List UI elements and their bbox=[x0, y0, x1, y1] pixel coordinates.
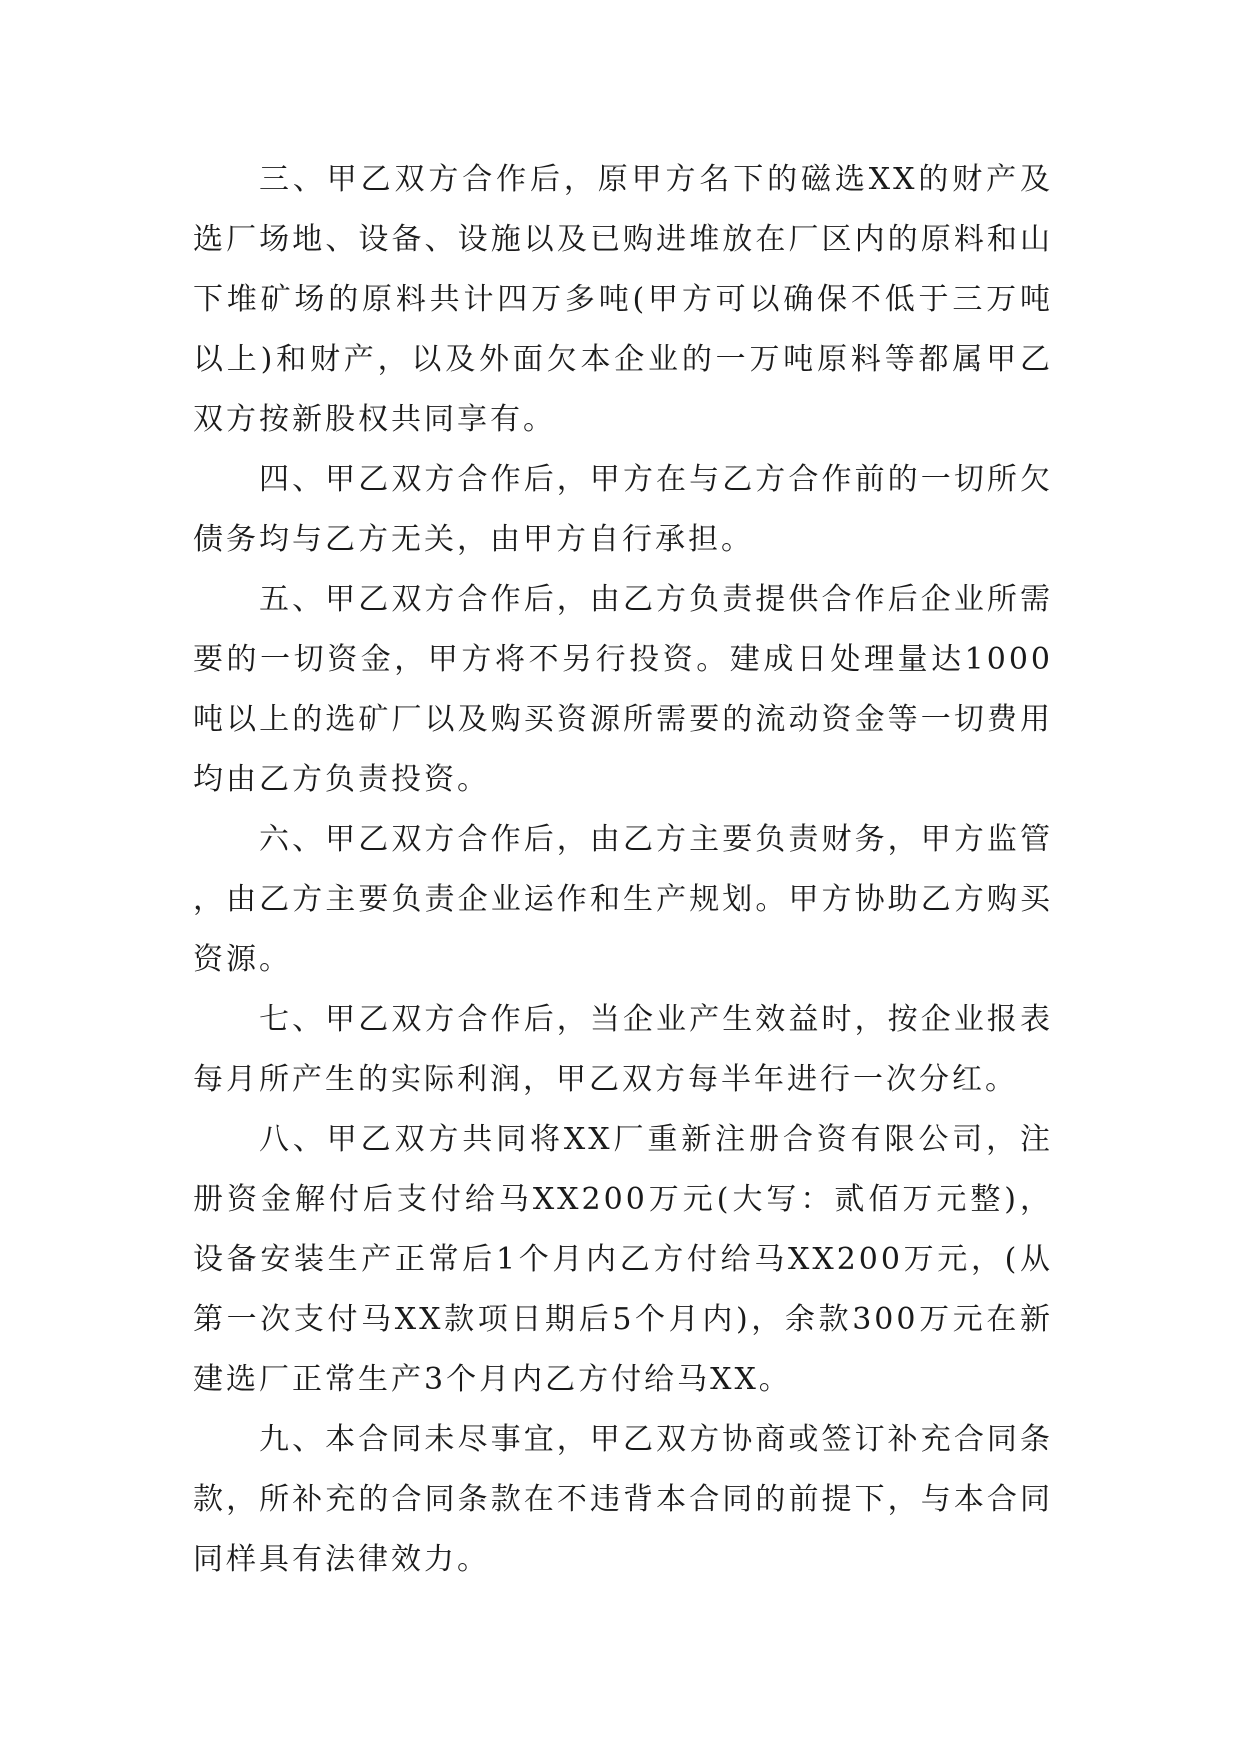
clause-eight: 八、甲乙双方共同将XX厂重新注册合资有限公司，注册资金解付后支付给马XX200万元(大写：贰佰万元整)，设备安装生产正常后1个月内乙方付给马XX200万元，(从第一次支付马XX款项日期后5个月内)，余款300万元在新建选厂正常生产3个月内乙方付给马XX。 bbox=[193, 1122, 1053, 1397]
clause-five: 五、甲乙双方合作后，由乙方负责提供合作后企业所需要的一切资金，甲方将不另行投资。建成日处理量达1000吨以上的选矿厂以及购买资源所需要的流动资金等一切费用均由乙方负责投资。 bbox=[193, 582, 1053, 797]
clause-four: 四、甲乙双方合作后，甲方在与乙方合作前的一切所欠债务均与乙方无关，由甲方自行承担。 bbox=[193, 462, 1053, 557]
clause-nine: 九、本合同未尽事宜，甲乙双方协商或签订补充合同条款，所补充的合同条款在不违背本合同的前提下，与本合同同样具有法律效力。 bbox=[193, 1422, 1053, 1577]
clause-seven: 七、甲乙双方合作后，当企业产生效益时，按企业报表每月所产生的实际利润，甲乙双方每半年进行一次分红。 bbox=[193, 1002, 1053, 1097]
clause-six: 六、甲乙双方合作后，由乙方主要负责财务，甲方监管，由乙方主要负责企业运作和生产规划。甲方协助乙方购买资源。 bbox=[193, 822, 1053, 977]
document-page bbox=[193, 150, 1053, 1590]
clause-three: 三、甲乙双方合作后，原甲方名下的磁选XX的财产及选厂场地、设备、设施以及已购进堆放在厂区内的原料和山下堆矿场的原料共计四万多吨(甲方可以确保不低于三万吨以上)和财产，以及外面欠本企业的一万吨原料等都属甲乙双方按新股权共同享有。 bbox=[193, 162, 1053, 437]
